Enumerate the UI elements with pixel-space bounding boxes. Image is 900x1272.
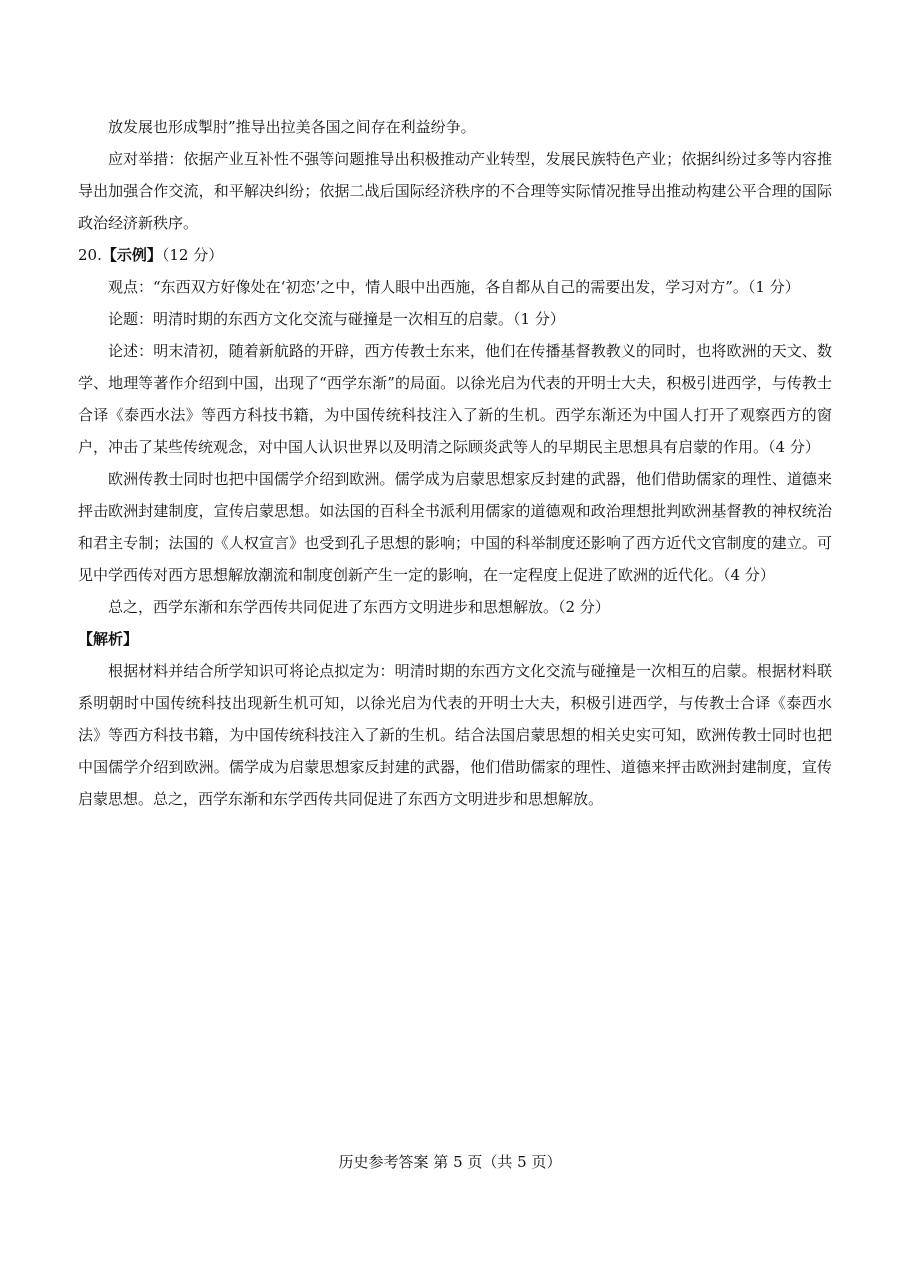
analysis-heading: 【解析】	[78, 630, 139, 648]
page-footer: 历史参考答案 第 5 页（共 5 页）	[338, 1153, 562, 1171]
viewpoint-paragraph: 观点：“东西双方好像处在‘初恋’之中，情人眼中出西施，各自都从自己的需要出发，学习对方”。（1 分）	[108, 278, 800, 296]
question-number: 20.	[78, 246, 102, 264]
topic-paragraph: 论题：明清时期的东西方文化交流与碰撞是一次相互的启蒙。（1 分）	[108, 310, 565, 328]
answer-content	[78, 111, 832, 815]
conclusion-paragraph: 总之，西学东渐和东学西传共同促进了东西方文明进步和思想解放。（2 分）	[108, 598, 610, 616]
intro-measures: 应对举措：依据产业互补性不强等问题推导出积极推动产业转型，发展民族特色产业；依据纠纷过多等内容推导出加强合作交流，和平解决纠纷；依据二战后国际经济秩序的不合理等实际情况推导出推动构建公平合理的国际政治经济新秩序。	[78, 150, 832, 232]
question-20-heading	[78, 239, 832, 271]
question-score: （12 分）	[161, 246, 224, 264]
argument-paragraph-1: 论述：明末清初，随着新航路的开辟，西方传教士东来，他们在传播基督教教义的同时，也将欧洲的天文、数学、地理等著作介绍到中国，出现了“西学东渐”的局面。以徐光启为代表的开明士大夫，积极引进西学，与传教士合译《泰西水法》等西方科技书籍，为中国传统科技注入了新的生机。西学东渐还为中国人打开了观察西方的窗户，冲击了某些传统观念，对中国人认识世界以及明清之际顾炎武等人的早期民主思想具有启蒙的作用。（4 分）	[78, 342, 832, 456]
intro-continuation: 放发展也形成掣肘”推导出拉美各国之间存在利益纷争。	[108, 118, 476, 136]
analysis-paragraph: 根据材料并结合所学知识可将论点拟定为：明清时期的东西方文化交流与碰撞是一次相互的启蒙。根据材料联系明朝时中国传统科技出现新生机可知，以徐光启为代表的开明士大夫，积极引进西学，与传教士合译《泰西水法》等西方科技书籍，为中国传统科技注入了新的生机。结合法国启蒙思想的相关史实可知，欧洲传教士同时也把中国儒学介绍到欧洲。儒学成为启蒙思想家反封建的武器，他们借助儒家的理性、道德来抨击欧洲封建制度，宣传启蒙思想。总之，西学东渐和东学西传共同促进了东西方文明进步和思想解放。	[78, 662, 832, 808]
example-tag: 【示例】	[101, 246, 162, 264]
argument-paragraph-2: 欧洲传教士同时也把中国儒学介绍到欧洲。儒学成为启蒙思想家反封建的武器，他们借助儒家的理性、道德来抨击欧洲封建制度，宣传启蒙思想。如法国的百科全书派利用儒家的道德观和政治理想批判欧洲基督教的神权统治和君主专制；法国的《人权宣言》也受到孔子思想的影响；中国的科举制度还影响了西方近代文官制度的建立。可见中学西传对西方思想解放潮流和制度创新产生一定的影响，在一定程度上促进了欧洲的近代化。（4 分）	[78, 470, 832, 584]
